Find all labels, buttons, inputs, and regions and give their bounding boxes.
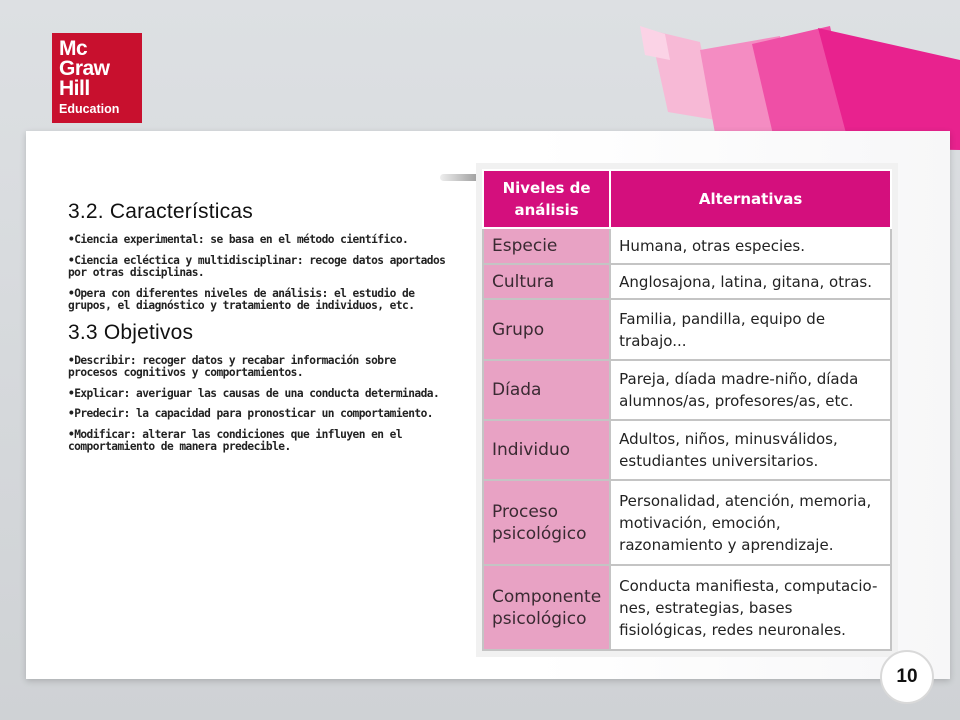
logo-line-3: Hill [59, 77, 90, 100]
logo-line-4: Education [59, 102, 120, 116]
table-row [483, 264, 891, 300]
bullet-item: • Ciencia ecléctica y multidisciplinar: recoge datos aportados por otras disciplinas. [68, 255, 450, 280]
logo-line-2: Graw [59, 57, 110, 80]
alternatives-cell: Conducta manifiesta, computacio-nes, estrategias, bases fisiológicas, redes neuronales. [610, 565, 891, 650]
text-column [68, 200, 450, 462]
alternatives-cell: Personalidad, atención, memoria, motivación, emoción, razonamiento y aprendizaje. [610, 480, 891, 565]
alternatives-cell: Humana, otras especies. [610, 228, 891, 264]
header-niveles: Niveles de análisis [483, 170, 610, 228]
section-title-objetivos: 3.3 Objetivos [68, 320, 194, 344]
table-row [483, 420, 891, 480]
table-row [483, 299, 891, 359]
levels-table-container [476, 163, 898, 657]
bullet-item: • Modificar: alterar las condiciones que influyen en el comportamiento de manera predecible. [68, 429, 450, 454]
slide-notch [440, 174, 480, 181]
level-cell: Componente psicológico [483, 565, 610, 650]
table-row [483, 565, 891, 650]
alternatives-cell: Adultos, niños, minusválidos, estudiantes universitarios. [610, 420, 891, 480]
table-header-row [483, 170, 891, 228]
level-cell: Proceso psicológico [483, 480, 610, 565]
bullet-item: • Ciencia experimental: se basa en el método científico. [68, 234, 450, 247]
level-cell: Grupo [483, 299, 610, 359]
header-alternativas: Alternativas [610, 170, 891, 228]
levels-table [482, 169, 892, 651]
level-cell: Díada [483, 360, 610, 420]
logo-line-1: Mc [59, 37, 88, 60]
page-number-badge [880, 650, 934, 704]
alternatives-cell: Anglosajona, latina, gitana, otras. [610, 264, 891, 300]
bullet-item: • Opera con diferentes niveles de análisis: el estudio de grupos, el diagnóstico y tratamiento de individuos, etc. [68, 288, 450, 313]
alternatives-cell: Familia, pandilla, equipo de trabajo... [610, 299, 891, 359]
level-cell: Especie [483, 228, 610, 264]
section-title-caracteristicas: 3.2. Características [68, 200, 253, 223]
bullet-item: • Describir: recoger datos y recabar información sobre procesos cognitivos y comportamientos. [68, 355, 450, 380]
page-number: 10 [896, 666, 918, 687]
level-cell: Individuo [483, 420, 610, 480]
table-row [483, 360, 891, 420]
level-cell: Cultura [483, 264, 610, 300]
mcgraw-hill-education-logo [52, 33, 142, 123]
bullet-item: • Explicar: averiguar las causas de una conducta determinada. [68, 388, 450, 401]
table-row [483, 480, 891, 565]
alternatives-cell: Pareja, díada madre-niño, díada alumnos/as, profesores/as, etc. [610, 360, 891, 420]
table-row [483, 228, 891, 264]
bullet-item: • Predecir: la capacidad para pronosticar un comportamiento. [68, 408, 450, 421]
